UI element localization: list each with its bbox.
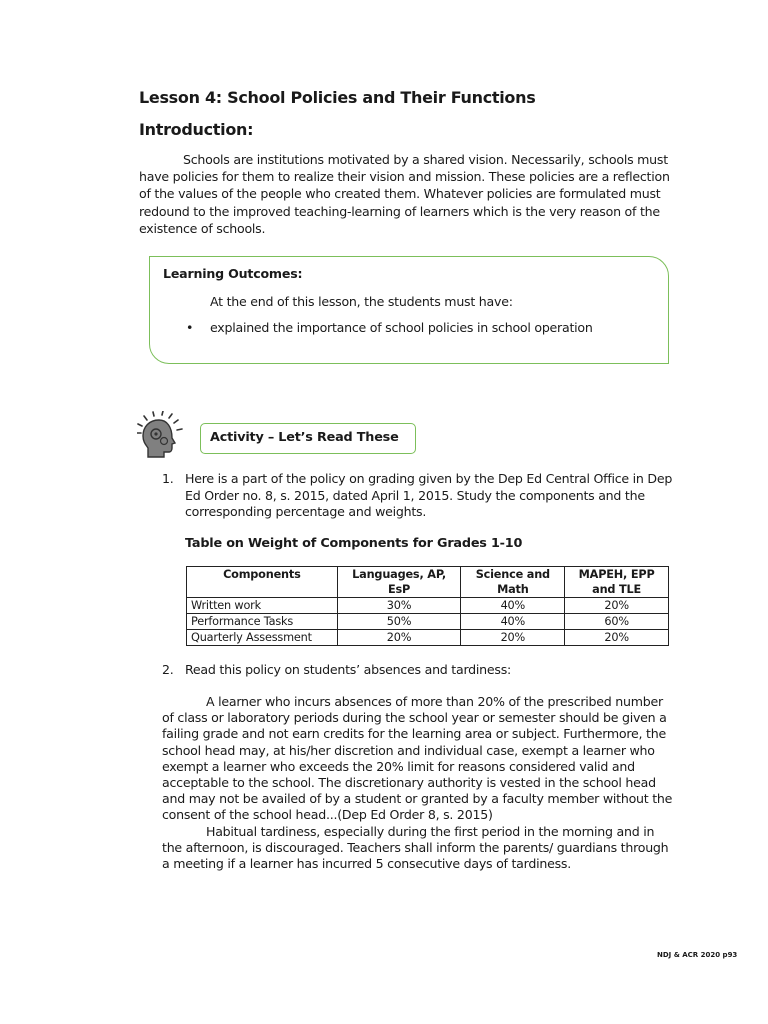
learning-outcomes-intro: At the end of this lesson, the students must have: xyxy=(210,294,513,309)
list-item-text: Here is a part of the policy on grading given by the Dep Ed Central Office in Dep Ed Order no. 8, s. 2015, dated April 1, 2015. Study the components and the corresponding percentage and weights. xyxy=(185,471,673,520)
introduction-heading: Introduction: xyxy=(139,120,254,139)
table-header-row xyxy=(187,567,669,598)
head-gears-icon xyxy=(137,411,185,463)
table-cell: Quarterly Assessment xyxy=(187,630,338,646)
grading-weights-table xyxy=(186,566,669,646)
table-cell: 40% xyxy=(461,598,565,614)
column-header: MAPEH, EPP and TLE xyxy=(565,567,669,598)
table-cell: 60% xyxy=(565,614,669,630)
table-row xyxy=(187,598,669,614)
activity-title-box: Activity – Let’s Read These xyxy=(200,423,416,454)
list-item-1 xyxy=(162,471,675,521)
table-row xyxy=(187,630,669,646)
table-cell: Performance Tasks xyxy=(187,614,338,630)
list-item-number: 1. xyxy=(162,471,174,486)
table-cell: 20% xyxy=(337,630,461,646)
table-cell: 20% xyxy=(461,630,565,646)
page-footer: NDJ & ACR 2020 p93 xyxy=(657,951,738,959)
introduction-paragraph: Schools are institutions motivated by a shared vision. Necessarily, schools must have policies for them to realize their vision and mission. These policies are a reflection of the values of the people who created them. Whatever policies are formulated must redound to the improved teaching-learning of learners which is the very reason of the existence of schools. xyxy=(139,152,670,236)
column-header: Languages, AP, EsP xyxy=(337,567,461,598)
policy-quote xyxy=(162,694,676,872)
learning-outcomes-title: Learning Outcomes: xyxy=(163,266,303,281)
table-cell: 40% xyxy=(461,614,565,630)
policy-paragraph-absences: A learner who incurs absences of more than 20% of the prescribed number of class or laboratory periods during the school year or semester should be given a failing grade and not earn credits for the learning area or subject. Furthermore, the school head may, at his/her discretion and individual case, exempt a learner who exempt a learner who exceeds the 20% limit for reasons considered valid and acceptable to the school. The discretionary authority is vested in the school head and may not be availed of by a student or granted by a faculty member without the consent of the school head...(Dep Ed Order 8, s. 2015) xyxy=(162,694,673,823)
list-item-text: Read this policy on students’ absences and tardiness: xyxy=(185,662,511,677)
list-item-number: 2. xyxy=(162,662,174,677)
bullet-icon: • xyxy=(186,320,194,335)
table-cell: 50% xyxy=(337,614,461,630)
table-cell: Written work xyxy=(187,598,338,614)
learning-outcome-text: explained the importance of school policies in school operation xyxy=(210,320,593,335)
policy-paragraph-tardiness: Habitual tardiness, especially during the first period in the morning and in the afternoon, is discouraged. Teachers shall inform the parents/ guardians through a meeting if a learner has incurred 5 consecutive days of tardiness. xyxy=(162,823,669,872)
column-header: Science and Math xyxy=(461,567,565,598)
table-cell: 30% xyxy=(337,598,461,614)
learning-outcomes-box xyxy=(149,256,669,364)
table-cell: 20% xyxy=(565,630,669,646)
lesson-title: Lesson 4: School Policies and Their Functions xyxy=(139,88,536,107)
table-title: Table on Weight of Components for Grades 1-10 xyxy=(185,536,523,551)
table-cell: 20% xyxy=(565,598,669,614)
table-row xyxy=(187,614,669,630)
learning-outcome-item xyxy=(186,320,593,335)
list-item-2 xyxy=(162,662,675,679)
column-header: Components xyxy=(187,567,338,598)
